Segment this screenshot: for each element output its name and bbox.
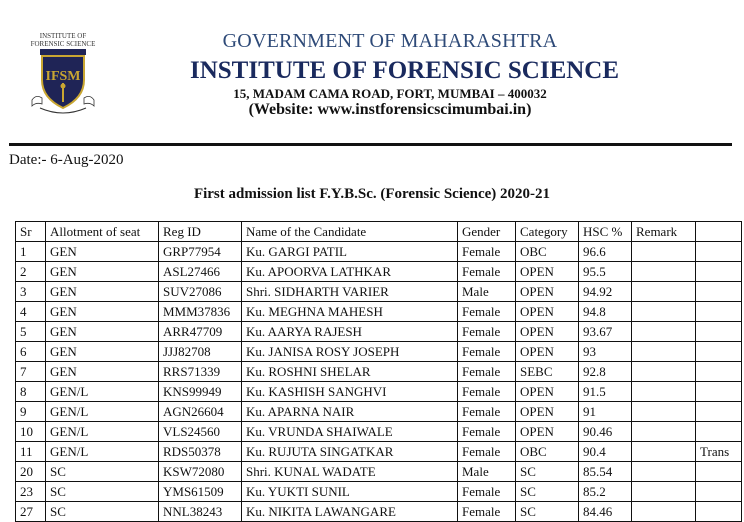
- cell-sr: 3: [16, 282, 46, 302]
- cell-category: OPEN: [516, 382, 579, 402]
- cell-name: Shri. KUNAL WADATE: [242, 462, 458, 482]
- cell-gender: Female: [458, 502, 516, 522]
- cell-sr: 8: [16, 382, 46, 402]
- cell-extra: [696, 462, 742, 482]
- column-header-reg-id: Reg ID: [159, 222, 242, 242]
- cell-sr: 5: [16, 322, 46, 342]
- cell-category: OBC: [516, 442, 579, 462]
- cell-allotment: GEN: [46, 262, 159, 282]
- cell-allotment: SC: [46, 502, 159, 522]
- cell-name: Ku. ROSHNI SHELAR: [242, 362, 458, 382]
- cell-gender: Female: [458, 242, 516, 262]
- cell-allotment: GEN/L: [46, 422, 159, 442]
- cell-hsc: 94.92: [579, 282, 632, 302]
- cell-gender: Female: [458, 302, 516, 322]
- cell-hsc: 93: [579, 342, 632, 362]
- cell-remark: [632, 342, 696, 362]
- cell-name: Ku. VRUNDA SHAIWALE: [242, 422, 458, 442]
- cell-remark: [632, 382, 696, 402]
- cell-extra: [696, 322, 742, 342]
- cell-reg-id: NNL38243: [159, 502, 242, 522]
- column-header-allotment: Allotment of seat: [46, 222, 159, 242]
- cell-name: Ku. APOORVA LATHKAR: [242, 262, 458, 282]
- cell-reg-id: RDS50378: [159, 442, 242, 462]
- cell-extra: [696, 262, 742, 282]
- cell-allotment: SC: [46, 482, 159, 502]
- cell-extra: [696, 382, 742, 402]
- cell-remark: [632, 462, 696, 482]
- cell-extra: [696, 342, 742, 362]
- cell-extra: [696, 302, 742, 322]
- svg-text:INSTITUTE OF: INSTITUTE OF: [39, 32, 87, 40]
- cell-allotment: GEN: [46, 302, 159, 322]
- ifsm-crest-icon: [26, 28, 100, 120]
- cell-extra: Trans: [696, 442, 742, 462]
- column-header-name: Name of the Candidate: [242, 222, 458, 242]
- cell-reg-id: ARR47709: [159, 322, 242, 342]
- cell-sr: 6: [16, 342, 46, 362]
- cell-extra: [696, 362, 742, 382]
- cell-gender: Female: [458, 402, 516, 422]
- cell-hsc: 90.4: [579, 442, 632, 462]
- cell-name: Ku. NIKITA LAWANGARE: [242, 502, 458, 522]
- column-header-extra: [696, 222, 742, 242]
- cell-sr: 20: [16, 462, 46, 482]
- table-row: [16, 322, 742, 342]
- cell-remark: [632, 262, 696, 282]
- cell-extra: [696, 242, 742, 262]
- column-header-hsc: HSC %: [579, 222, 632, 242]
- cell-allotment: GEN/L: [46, 442, 159, 462]
- cell-gender: Female: [458, 382, 516, 402]
- cell-name: Ku. YUKTI SUNIL: [242, 482, 458, 502]
- cell-sr: 11: [16, 442, 46, 462]
- table-row: [16, 302, 742, 322]
- cell-sr: 2: [16, 262, 46, 282]
- cell-category: OBC: [516, 242, 579, 262]
- cell-category: OPEN: [516, 342, 579, 362]
- column-header-remark: Remark: [632, 222, 696, 242]
- cell-allotment: GEN: [46, 342, 159, 362]
- cell-gender: Male: [458, 282, 516, 302]
- government-heading: GOVERNMENT OF MAHARASHTRA: [222, 30, 558, 52]
- cell-reg-id: ASL27466: [159, 262, 242, 282]
- cell-sr: 27: [16, 502, 46, 522]
- column-header-sr: Sr: [16, 222, 46, 242]
- cell-extra: [696, 482, 742, 502]
- cell-hsc: 85.54: [579, 462, 632, 482]
- cell-category: SEBC: [516, 362, 579, 382]
- svg-text:FORENSIC SCIENCE: FORENSIC SCIENCE: [30, 40, 96, 48]
- table-row: [16, 382, 742, 402]
- cell-category: OPEN: [516, 402, 579, 422]
- cell-name: Ku. AARYA RAJESH: [242, 322, 458, 342]
- cell-hsc: 85.2: [579, 482, 632, 502]
- table-row: [16, 242, 742, 262]
- cell-reg-id: VLS24560: [159, 422, 242, 442]
- cell-gender: Female: [458, 482, 516, 502]
- cell-reg-id: KNS99949: [159, 382, 242, 402]
- header-divider: [9, 143, 732, 146]
- cell-category: OPEN: [516, 282, 579, 302]
- cell-remark: [632, 282, 696, 302]
- institute-logo: [26, 28, 100, 120]
- cell-sr: 1: [16, 242, 46, 262]
- table-row: [16, 462, 742, 482]
- cell-extra: [696, 282, 742, 302]
- cell-extra: [696, 502, 742, 522]
- cell-allotment: GEN: [46, 322, 159, 342]
- cell-category: OPEN: [516, 422, 579, 442]
- table-row: [16, 362, 742, 382]
- cell-hsc: 95.5: [579, 262, 632, 282]
- cell-extra: [696, 402, 742, 422]
- cell-remark: [632, 502, 696, 522]
- admission-list-table: [15, 221, 742, 522]
- document-date: Date:- 6-Aug-2020: [9, 152, 124, 168]
- cell-reg-id: RRS71339: [159, 362, 242, 382]
- svg-text:IFSM: IFSM: [45, 69, 81, 84]
- cell-allotment: GEN/L: [46, 402, 159, 422]
- cell-allotment: GEN: [46, 362, 159, 382]
- cell-sr: 10: [16, 422, 46, 442]
- cell-hsc: 96.6: [579, 242, 632, 262]
- cell-category: SC: [516, 482, 579, 502]
- column-header-category: Category: [516, 222, 579, 242]
- table-row: [16, 262, 742, 282]
- table-row: [16, 502, 742, 522]
- cell-remark: [632, 242, 696, 262]
- cell-name: Ku. GARGI PATIL: [242, 242, 458, 262]
- cell-name: Shri. SIDHARTH VARIER: [242, 282, 458, 302]
- cell-gender: Female: [458, 262, 516, 282]
- cell-hsc: 90.46: [579, 422, 632, 442]
- cell-hsc: 91.5: [579, 382, 632, 402]
- cell-hsc: 93.67: [579, 322, 632, 342]
- table-row: [16, 402, 742, 422]
- cell-name: Ku. APARNA NAIR: [242, 402, 458, 422]
- cell-name: Ku. KASHISH SANGHVI: [242, 382, 458, 402]
- table-row: [16, 422, 742, 442]
- cell-hsc: 91: [579, 402, 632, 422]
- cell-allotment: SC: [46, 462, 159, 482]
- document-title: First admission list F.Y.B.Sc. (Forensic Science) 2020-21: [193, 186, 551, 202]
- cell-category: OPEN: [516, 322, 579, 342]
- cell-name: Ku. RUJUTA SINGATKAR: [242, 442, 458, 462]
- institute-address: 15, MADAM CAMA ROAD, FORT, MUMBAI – 400032: [233, 86, 547, 101]
- cell-remark: [632, 302, 696, 322]
- cell-category: SC: [516, 462, 579, 482]
- cell-reg-id: YMS61509: [159, 482, 242, 502]
- cell-reg-id: MMM37836: [159, 302, 242, 322]
- cell-allotment: GEN: [46, 242, 159, 262]
- cell-remark: [632, 322, 696, 342]
- cell-category: OPEN: [516, 262, 579, 282]
- cell-reg-id: KSW72080: [159, 462, 242, 482]
- table-row: [16, 482, 742, 502]
- institute-heading: INSTITUTE OF FORENSIC SCIENCE: [190, 57, 620, 84]
- cell-hsc: 94.8: [579, 302, 632, 322]
- cell-category: SC: [516, 502, 579, 522]
- cell-gender: Female: [458, 362, 516, 382]
- cell-remark: [632, 442, 696, 462]
- cell-name: Ku. JANISA ROSY JOSEPH: [242, 342, 458, 362]
- institute-website: (Website: www.instforensicscimumbai.in): [248, 101, 532, 118]
- cell-sr: 7: [16, 362, 46, 382]
- cell-remark: [632, 422, 696, 442]
- cell-gender: Female: [458, 422, 516, 442]
- cell-sr: 4: [16, 302, 46, 322]
- cell-category: OPEN: [516, 302, 579, 322]
- cell-gender: Female: [458, 322, 516, 342]
- cell-reg-id: GRP77954: [159, 242, 242, 262]
- cell-remark: [632, 402, 696, 422]
- cell-reg-id: SUV27086: [159, 282, 242, 302]
- cell-hsc: 84.46: [579, 502, 632, 522]
- cell-reg-id: AGN26604: [159, 402, 242, 422]
- cell-allotment: GEN/L: [46, 382, 159, 402]
- cell-sr: 23: [16, 482, 46, 502]
- cell-gender: Female: [458, 342, 516, 362]
- table-row: [16, 442, 742, 462]
- cell-remark: [632, 362, 696, 382]
- column-header-gender: Gender: [458, 222, 516, 242]
- table-row: [16, 342, 742, 362]
- table-header-row: [16, 222, 742, 242]
- cell-hsc: 92.8: [579, 362, 632, 382]
- cell-gender: Female: [458, 442, 516, 462]
- cell-extra: [696, 422, 742, 442]
- cell-sr: 9: [16, 402, 46, 422]
- cell-name: Ku. MEGHNA MAHESH: [242, 302, 458, 322]
- table-row: [16, 282, 742, 302]
- cell-remark: [632, 482, 696, 502]
- cell-reg-id: JJJ82708: [159, 342, 242, 362]
- cell-allotment: GEN: [46, 282, 159, 302]
- cell-gender: Male: [458, 462, 516, 482]
